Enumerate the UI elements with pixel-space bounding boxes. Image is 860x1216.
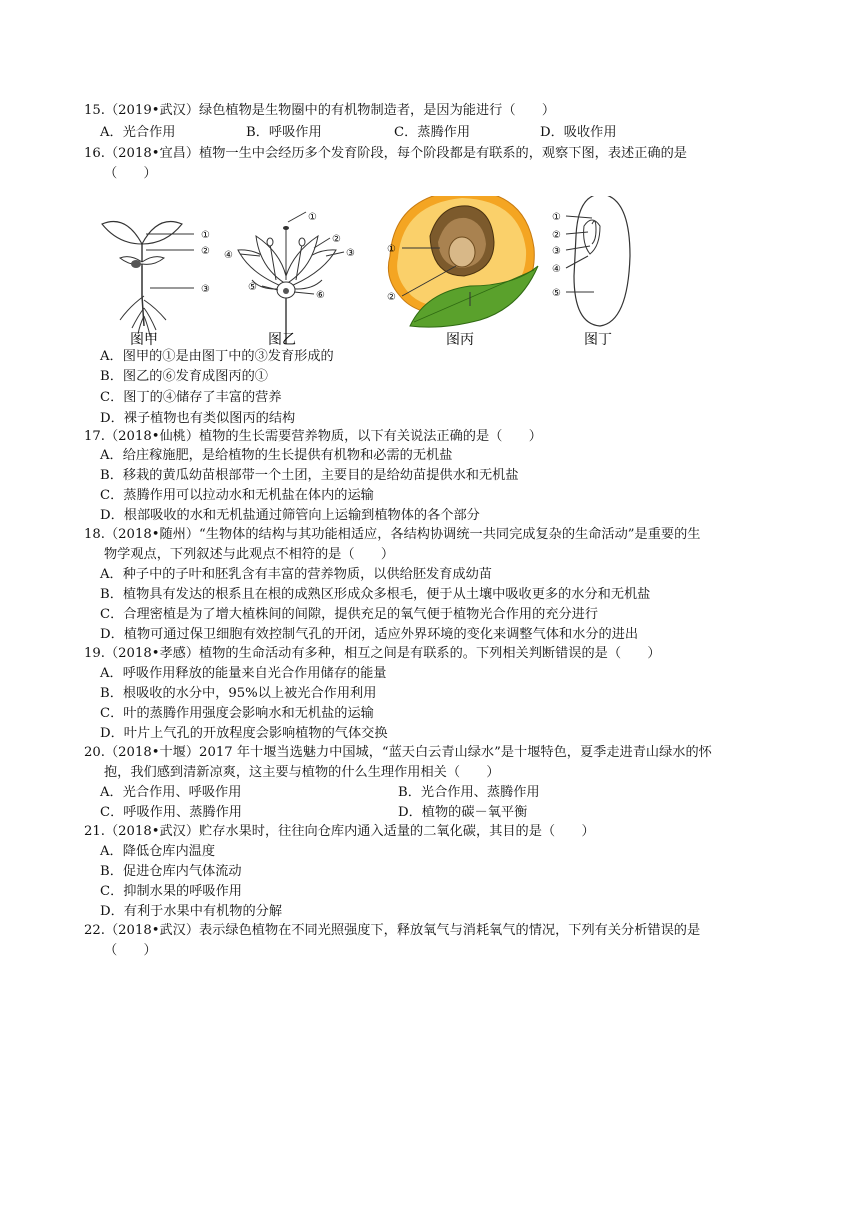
figure-yi-marker-5: ⑤ (248, 282, 257, 293)
question-18-stem: 18.（2018•随州）“生物体的结构与其功能相适应，各结构协调统一共同完成复杂的生命活动”是重要的生 (84, 527, 701, 542)
question-16-option-b: B．图乙的⑥发育成图丙的① (100, 369, 268, 384)
figure-bing-marker-1: ① (387, 244, 396, 255)
figure-bing-caption: 图丙 (446, 332, 474, 348)
question-19-option-a: A．呼吸作用释放的能量来自光合作用储存的能量 (100, 666, 387, 681)
question-17-option-a: A．给庄稼施肥，是给植物的生长提供有机物和必需的无机盐 (100, 448, 453, 463)
question-21-option-d: D．有利于水果中有机物的分解 (100, 904, 283, 919)
question-19-option-c: C．叶的蒸腾作用强度会影响水和无机盐的运输 (100, 706, 374, 721)
question-17-option-b: B．移栽的黄瓜幼苗根部带一个土团，主要目的是给幼苗提供水和无机盐 (100, 468, 519, 483)
figure-yi-marker-2: ② (332, 234, 341, 245)
figure-yi-marker-4: ④ (224, 250, 233, 261)
question-22-stem: 22.（2018•武汉）表示绿色植物在不同光照强度下，释放氧气与消耗氧气的情况，下列有关分析错误的是 (84, 923, 701, 938)
figure-bing-marker-2: ② (387, 292, 396, 303)
question-22-stem-cont: （ ） (104, 943, 157, 958)
question-17-stem: 17.（2018•仙桃）植物的生长需要营养物质，以下有关说法正确的是（ ） (84, 429, 542, 444)
question-16-option-c: C．图丁的④储存了丰富的营养 (100, 390, 282, 405)
question-16-option-d: D．裸子植物也有类似图丙的结构 (100, 411, 296, 426)
question-20-option-a: A．光合作用、呼吸作用 (100, 785, 242, 800)
figure-ding-marker-4: ④ (552, 264, 561, 275)
question-21-option-a: A．降低仓库内温度 (100, 844, 216, 859)
question-15-stem: 15.（2019•武汉）绿色植物是生物圈中的有机物制造者，是因为能进行（ ） (84, 103, 556, 118)
question-20-option-c: C．呼吸作用、蒸腾作用 (100, 805, 242, 820)
figure-jia-caption: 图甲 (130, 332, 158, 348)
figure-ding-marker-3: ③ (552, 246, 561, 257)
plant-development-figure (90, 196, 650, 352)
question-20-option-d: D．植物的碳－氧平衡 (398, 805, 528, 820)
question-16-stem-cont: （ ） (104, 166, 157, 181)
question-16-option-a: A．图甲的①是由图丁中的③发育形成的 (100, 349, 334, 364)
figure-ding-marker-1: ① (552, 212, 561, 223)
question-18-stem-cont: 物学观点，下列叙述与此观点不相符的是（ ） (104, 547, 395, 562)
question-15-option-b: B．呼吸作用 (246, 125, 322, 140)
figure-ding-marker-2: ② (552, 230, 561, 241)
figure-ding-seed (566, 196, 630, 326)
figure-yi-caption: 图乙 (268, 332, 296, 348)
question-17-option-d: D．根部吸收的水和无机盐通过筛管向上运输到植物体的各个部分 (100, 508, 480, 523)
figure-yi-marker-6: ⑥ (316, 290, 325, 301)
question-20-option-b: B．光合作用、蒸腾作用 (398, 785, 540, 800)
question-19-option-b: B．根吸收的水分中，95%以上被光合作用利用 (100, 686, 377, 701)
question-15-option-c: C．蒸腾作用 (394, 125, 471, 140)
question-15-option-a: A．光合作用 (100, 125, 176, 140)
figure-ding-marker-5: ⑤ (552, 288, 561, 299)
figure-jia-marker-2: ② (201, 246, 210, 257)
question-15-option-d: D．吸收作用 (540, 125, 617, 140)
figure-yi-marker-1: ① (308, 212, 317, 223)
figure-yi-marker-3: ③ (346, 248, 355, 259)
question-18-option-a: A．种子中的子叶和胚乳含有丰富的营养物质，以供给胚发育成幼苗 (100, 567, 492, 582)
question-16-stem: 16.（2018•宜昌）植物一生中会经历多个发育阶段，每个阶段都是有联系的，观察下图，表述正确的是 (84, 146, 687, 161)
figure-jia-marker-3: ③ (201, 284, 210, 295)
question-21-stem: 21.（2018•武汉）贮存水果时，往往向仓库内通入适量的二氧化碳，其目的是（ ） (84, 824, 595, 839)
figure-bing-peach (388, 196, 538, 327)
question-18-option-c: C．合理密植是为了增大植株间的间隙，提供充足的氧气便于植物光合作用的充分进行 (100, 607, 599, 622)
figure-jia-seedling (102, 222, 194, 337)
question-17-option-c: C．蒸腾作用可以拉动水和无机盐在体内的运输 (100, 488, 374, 503)
question-18-option-b: B．植物具有发达的根系且在根的成熟区形成众多根毛，便于从土壤中吸收更多的水分和无机盐 (100, 587, 651, 602)
question-21-option-c: C．抑制水果的呼吸作用 (100, 884, 242, 899)
figure-jia-marker-1: ① (201, 230, 210, 241)
question-19-option-d: D．叶片上气孔的开放程度会影响植物的气体交换 (100, 726, 388, 741)
question-19-stem: 19.（2018•孝感）植物的生命活动有多种，相互之间是有联系的。下列相关判断错误的是（ ） (84, 646, 661, 661)
question-21-option-b: B．促进仓库内气体流动 (100, 864, 242, 879)
figure-ding-caption: 图丁 (584, 332, 612, 348)
question-18-option-d: D．植物可通过保卫细胞有效控制气孔的开闭，适应外界环境的变化来调整气体和水分的进出 (100, 627, 639, 642)
question-20-stem: 20.（2018•十堰）2017 年十堰当选魅力中国城，“蓝天白云青山绿水”是十堰特色，夏季走进青山绿水的怀 (84, 745, 712, 760)
question-20-stem-cont: 抱，我们感到清新凉爽，这主要与植物的什么生理作用相关（ ） (104, 765, 500, 780)
figure-yi-flower (238, 212, 344, 344)
